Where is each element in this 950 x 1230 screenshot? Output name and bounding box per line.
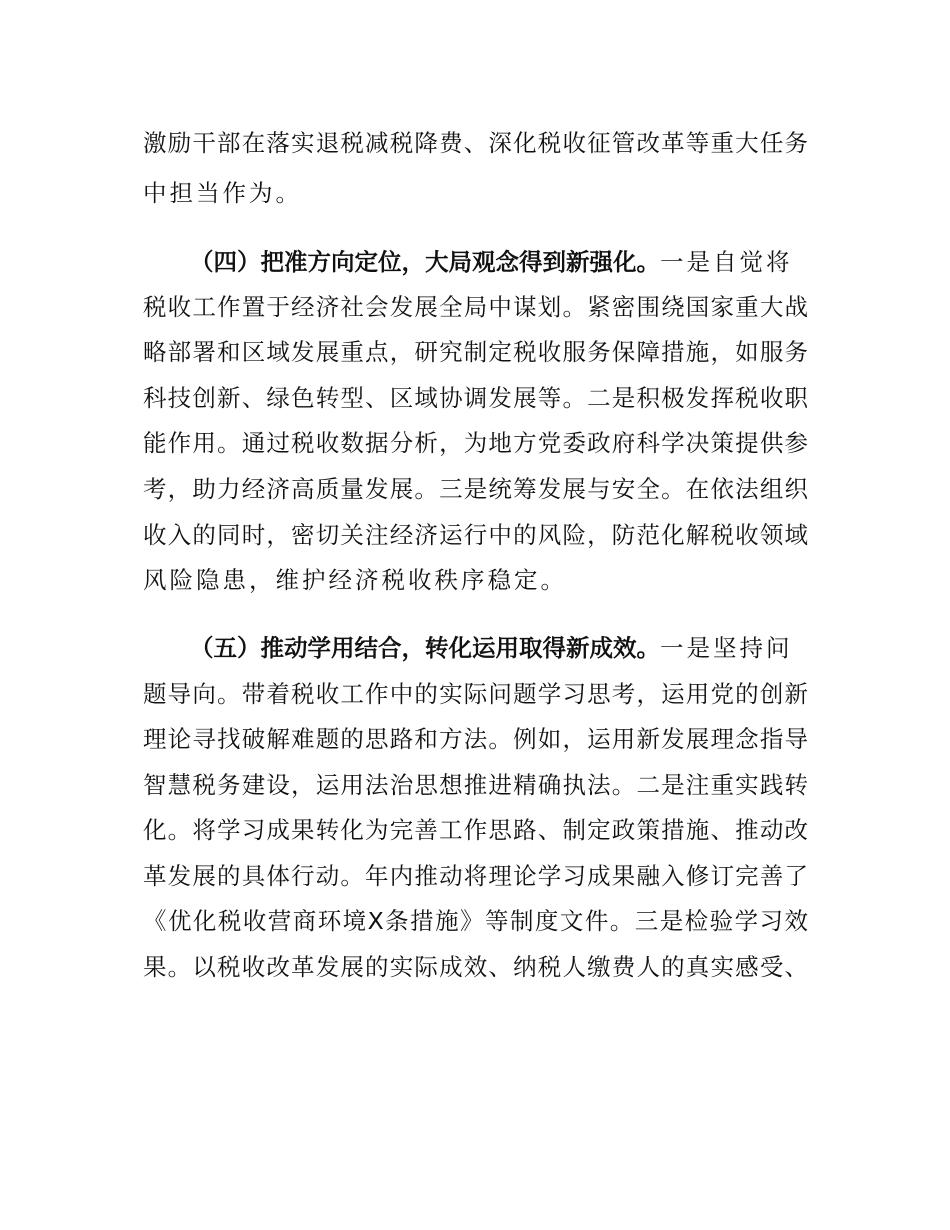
text-line: 题导向。带着税收工作中的实际问题学习思考，运用党的创新 — [143, 680, 809, 708]
text-line — [190, 247, 809, 277]
text-line: 收入的同时，密切关注经济运行中的风险，防范化解税收领域 — [143, 521, 809, 549]
text-line: 税收工作置于经济社会发展全局中谋划。紧密围绕国家重大战 — [143, 293, 809, 321]
text-line: 化。将学习成果转化为完善工作思路、制定政策措施、推动改 — [143, 816, 809, 844]
section-heading: （五）推动学用结合，转化运用取得新成效。 — [190, 634, 660, 662]
section-heading: （四）把准方向定位，大局观念得到新强化。 — [190, 248, 660, 276]
text-line: 激励干部在落实退税减税降费、深化税收征管改革等重大任务 — [143, 129, 809, 157]
text-line: 科技创新、绿色转型、区域协调发展等。二是积极发挥税收职 — [143, 384, 809, 412]
text-line: 中担当作为。 — [143, 179, 302, 207]
text-line: 考，助力经济高质量发展。三是统筹发展与安全。在依法组织 — [143, 475, 809, 503]
text-line: 果。以税收改革发展的实际成效、纳税人缴费人的真实感受、 — [143, 953, 809, 981]
text-span: 一是坚持问 — [660, 634, 793, 662]
text-line: 革发展的具体行动。年内推动将理论学习成果融入修订完善了 — [143, 862, 809, 890]
text-span: 一是自觉将 — [660, 248, 793, 276]
text-line: 能作用。通过税收数据分析，为地方党委政府科学决策提供参 — [143, 429, 809, 457]
text-line: 《优化税收营商环境X条措施》等制度文件。三是检验学习效 — [143, 907, 809, 935]
text-line — [190, 633, 809, 663]
text-line: 智慧税务建设，运用法治思想推进精确执法。二是注重实践转 — [143, 771, 809, 799]
text-line: 风险隐患，维护经济税收秩序稳定。 — [143, 566, 567, 594]
text-line: 略部署和区域发展重点，研究制定税收服务保障措施，如服务 — [143, 338, 809, 366]
text-line: 理论寻找破解难题的思路和方法。例如，运用新发展理念指导 — [143, 725, 809, 753]
